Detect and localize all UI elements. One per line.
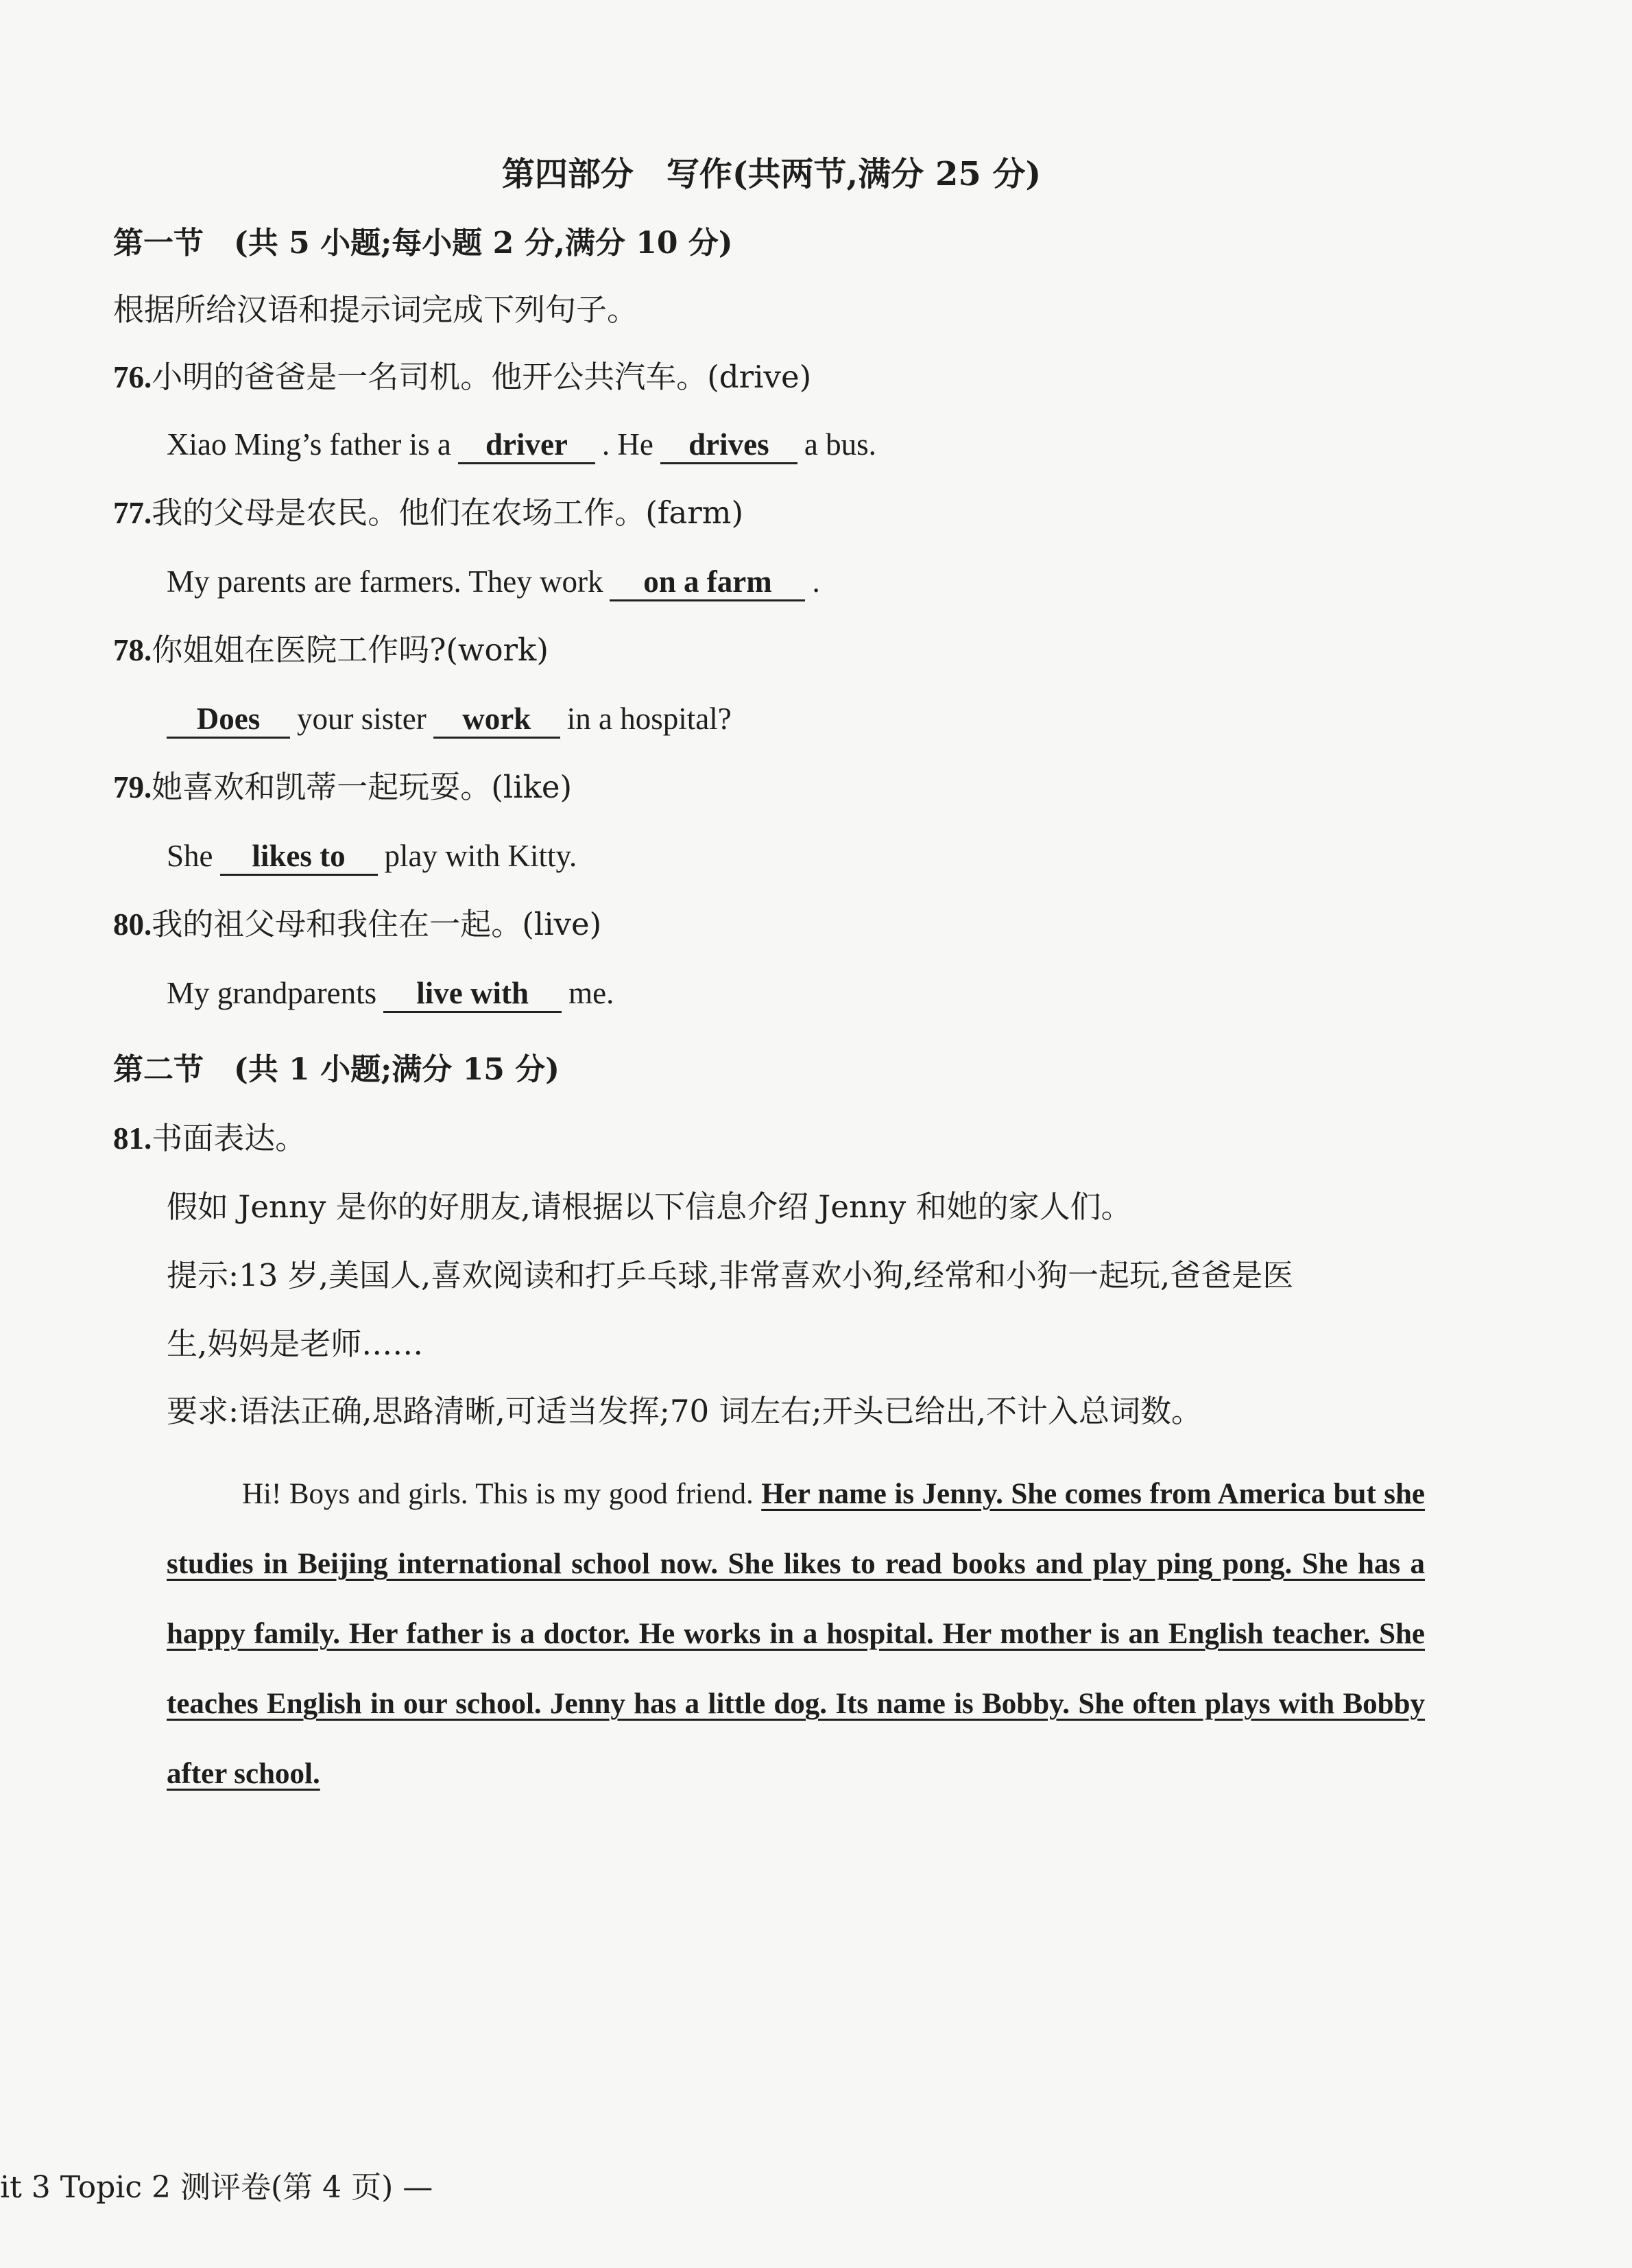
q76-text-3: a bus. xyxy=(804,427,876,462)
q77-chinese: 我的父母是农民。他们在农场工作。(farm) xyxy=(152,494,744,531)
part-title: 第四部分 写作(共两节,满分 25 分) xyxy=(501,155,1042,193)
q79-chinese: 她喜欢和凯蒂一起玩耍。(like) xyxy=(152,769,573,805)
q76-blank-1: driver xyxy=(458,427,595,464)
q76-text-2: . He xyxy=(601,427,653,462)
q79-sentence xyxy=(167,835,577,876)
q76-prompt xyxy=(113,357,811,398)
section1-heading: 第一节 (共 5 小题;每小题 2 分,满分 10 分) xyxy=(113,226,733,261)
q81-hint-line1: 提示:13 岁,美国人,喜欢阅读和打乒乓球,非常喜欢小狗,经常和小狗一起玩,爸爸是医 xyxy=(167,1257,1294,1293)
q80-blank-1: live with xyxy=(383,975,562,1013)
essay-given-opening: Hi! Boys and girls. This is my good friend. xyxy=(242,1478,754,1510)
q78-text-1: your sister xyxy=(297,702,427,736)
q78-number: 78. xyxy=(113,633,152,667)
q80-sentence xyxy=(167,972,614,1014)
q78-prompt xyxy=(113,630,549,671)
essay-answer-block xyxy=(167,1459,1425,1809)
essay-paragraph xyxy=(167,1459,1425,1809)
q78-blank-2: work xyxy=(433,701,560,739)
q76-blank-2: drives xyxy=(660,427,797,464)
q77-number: 77. xyxy=(113,496,152,530)
section1-instruction: 根据所给汉语和提示词完成下列句子。 xyxy=(113,291,638,328)
q81-scenario: 假如 Jenny 是你的好朋友,请根据以下信息介绍 Jenny 和她的家人们。 xyxy=(167,1189,1132,1225)
page-footer: it 3 Topic 2 测评卷(第 4 页) — xyxy=(0,2170,433,2205)
q80-number: 80. xyxy=(113,907,152,942)
q81-hint-line2: 生,妈妈是老师…… xyxy=(167,1326,424,1362)
q80-chinese: 我的祖父母和我住在一起。(live) xyxy=(152,906,602,942)
q80-text-2: me. xyxy=(568,976,614,1010)
q77-text-2: . xyxy=(812,564,820,599)
q76-number: 76. xyxy=(113,360,152,394)
q77-text-1: My parents are farmers. They work xyxy=(167,564,603,599)
q77-blank-1: on a farm xyxy=(610,564,805,601)
q78-text-2: in a hospital? xyxy=(566,702,732,736)
q81-prompt xyxy=(113,1118,306,1159)
q76-text-1: Xiao Ming’s father is a xyxy=(167,427,451,462)
q76-chinese: 小明的爸爸是一名司机。他开公共汽车。(drive) xyxy=(152,359,812,395)
q79-blank-1: likes to xyxy=(220,838,378,876)
q78-chinese: 你姐姐在医院工作吗?(work) xyxy=(152,632,549,668)
q77-prompt xyxy=(113,492,743,534)
q80-text-1: My grandparents xyxy=(167,976,377,1010)
q79-text-1: She xyxy=(167,839,213,873)
section2-heading: 第二节 (共 1 小题;满分 15 分) xyxy=(113,1052,560,1087)
essay-answer-text: Her name is Jenny. She comes from America but she studies in Beijing international school now. She likes to read books and play ping pong. She has a happy family. Her father is a doctor. He works in a hospital. Her mother is an English teacher. She teaches English in our school. Jenny has a little dog. Its name is Bobby. She often plays with Bobby after school. xyxy=(167,1478,1425,1790)
q81-requirement: 要求:语法正确,思路清晰,可适当发挥;70 词左右;开头已给出,不计入总词数。 xyxy=(167,1393,1202,1429)
q76-sentence xyxy=(167,424,876,465)
q79-number: 79. xyxy=(113,770,152,804)
q78-blank-1: Does xyxy=(167,701,290,739)
q79-prompt xyxy=(113,767,572,808)
q80-prompt xyxy=(113,904,601,945)
q78-sentence xyxy=(160,698,732,739)
q77-sentence xyxy=(167,561,820,602)
q79-text-2: play with Kitty. xyxy=(384,839,577,873)
q81-chinese: 书面表达。 xyxy=(152,1120,307,1156)
q81-number: 81. xyxy=(113,1121,152,1156)
